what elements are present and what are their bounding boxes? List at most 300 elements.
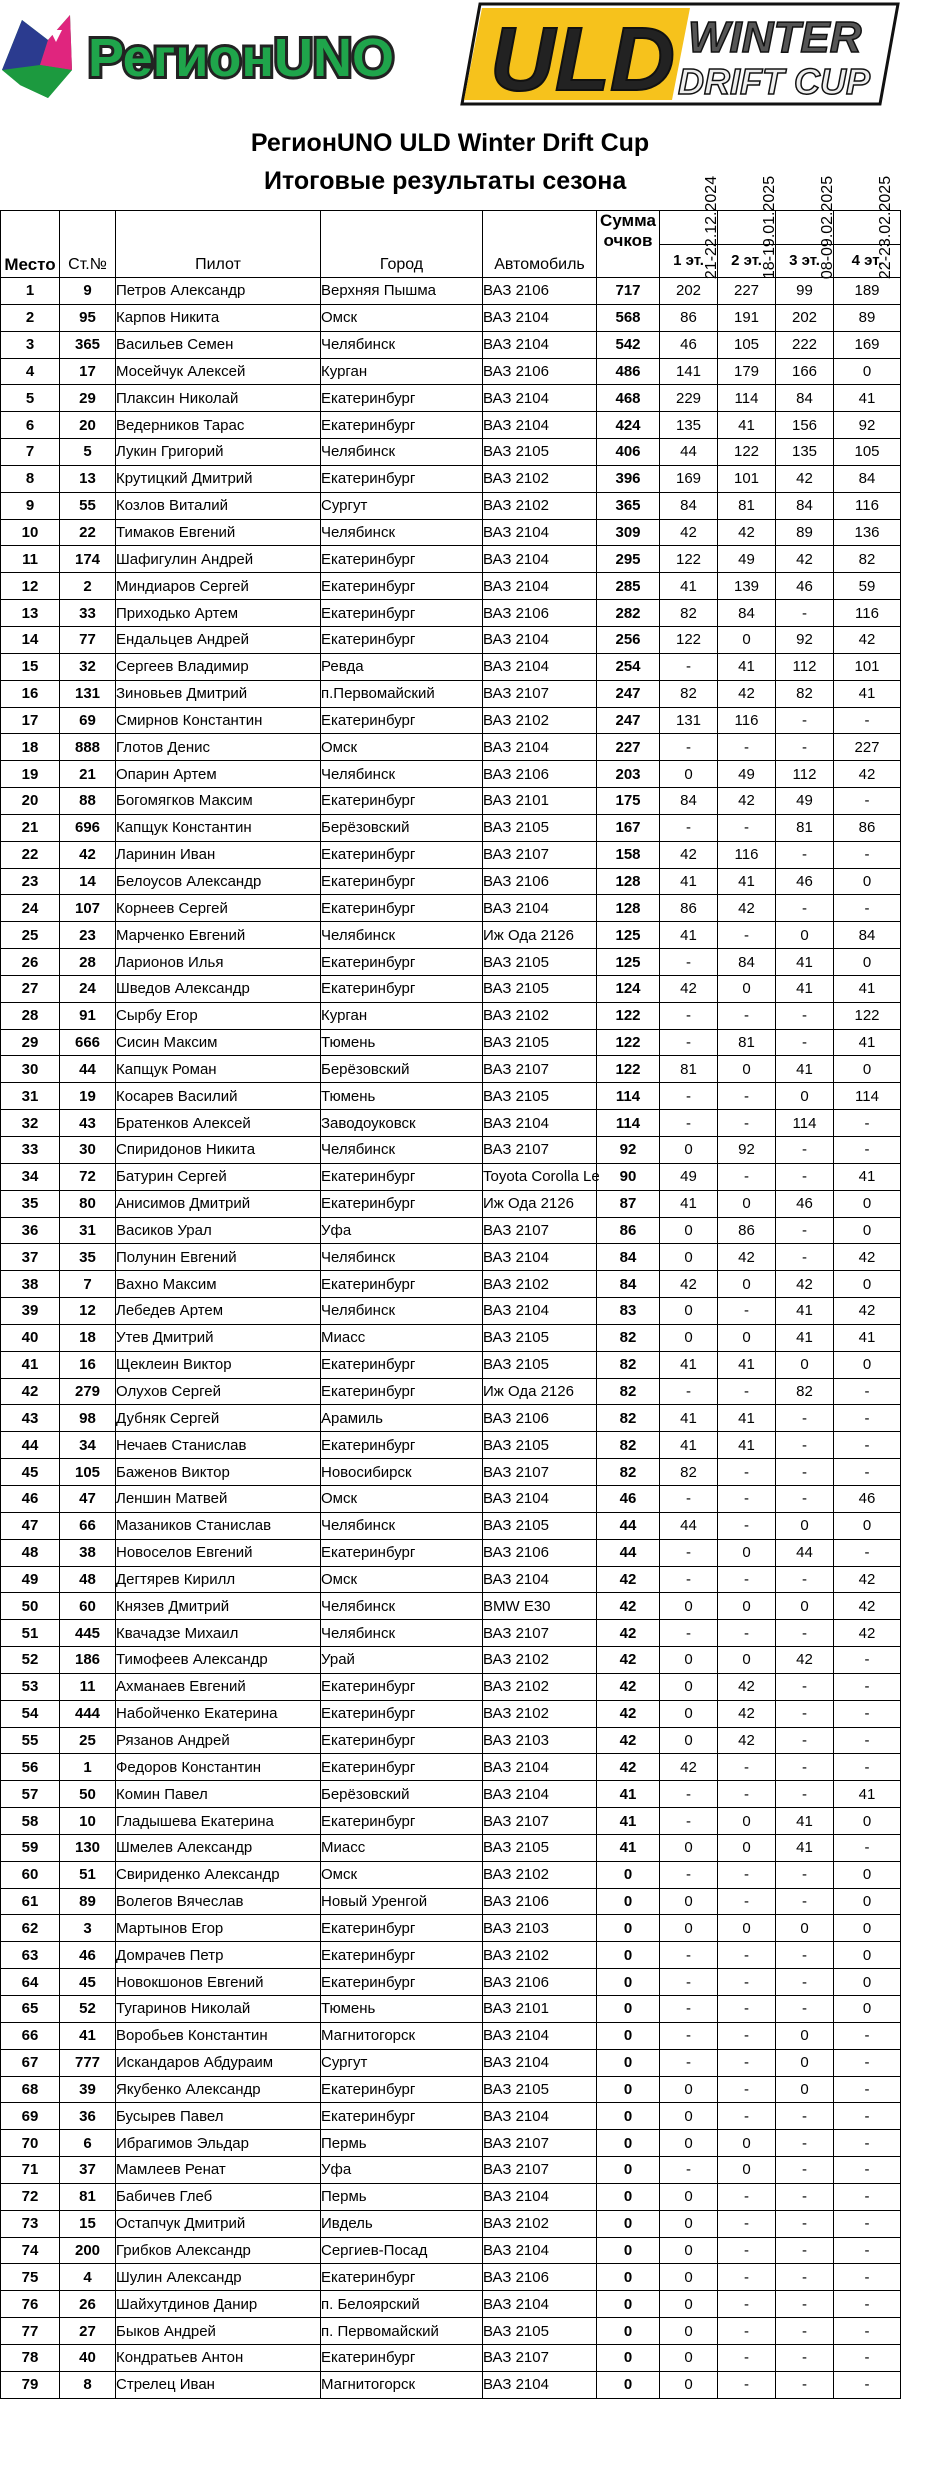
stage-2-points-cell: - xyxy=(718,1996,776,2023)
car-cell: ВАЗ 2104 xyxy=(483,573,597,600)
stage-3-points-cell: 41 xyxy=(776,1056,834,1083)
city-cell: Миасс xyxy=(321,1834,483,1861)
pilot-cell: Шулин Александр xyxy=(116,2264,321,2291)
stage-4-points-cell: 0 xyxy=(834,1217,901,1244)
table-row xyxy=(1,1271,901,1298)
pilot-cell: Бусырев Павел xyxy=(116,2103,321,2130)
start-number-cell: 24 xyxy=(60,975,116,1002)
stage-2-points-cell: 42 xyxy=(718,519,776,546)
city-cell: Пермь xyxy=(321,2130,483,2157)
car-cell: ВАЗ 2104 xyxy=(483,734,597,761)
stage-1-points-cell: - xyxy=(660,1110,718,1137)
stage-3-points-cell: 46 xyxy=(776,868,834,895)
place-cell: 60 xyxy=(1,1861,60,1888)
stage-3-points-cell: - xyxy=(776,1673,834,1700)
stage-1-points-cell: 0 xyxy=(660,1915,718,1942)
pilot-cell: Искандаров Абдураим xyxy=(116,2049,321,2076)
stage-1-points-cell: 0 xyxy=(660,2076,718,2103)
stage-2-points-cell: 191 xyxy=(718,304,776,331)
pilot-cell: Ибрагимов Эльдар xyxy=(116,2130,321,2157)
place-cell: 75 xyxy=(1,2264,60,2291)
car-cell: ВАЗ 2105 xyxy=(483,1512,597,1539)
place-cell: 69 xyxy=(1,2103,60,2130)
place-cell: 24 xyxy=(1,895,60,922)
car-cell: ВАЗ 2107 xyxy=(483,1217,597,1244)
points-sum-cell: 542 xyxy=(597,331,660,358)
city-cell: Екатеринбург xyxy=(321,1969,483,1996)
place-cell: 59 xyxy=(1,1834,60,1861)
start-number-cell: 21 xyxy=(60,761,116,788)
start-number-cell: 31 xyxy=(60,1217,116,1244)
pilot-cell: Леншин Матвей xyxy=(116,1485,321,1512)
stage-1-points-cell: - xyxy=(660,1002,718,1029)
stage-3-points-cell: 42 xyxy=(776,1647,834,1674)
pilot-cell: Косарев Василий xyxy=(116,1083,321,1110)
points-sum-cell: 175 xyxy=(597,788,660,815)
stage-1-points-cell: 0 xyxy=(660,2291,718,2318)
pilot-cell: Нечаев Станислав xyxy=(116,1432,321,1459)
place-cell: 71 xyxy=(1,2157,60,2184)
points-sum-cell: 84 xyxy=(597,1271,660,1298)
stage-1-points-cell: - xyxy=(660,1566,718,1593)
stage-2-points-cell: - xyxy=(718,2049,776,2076)
stage-2-points-cell: - xyxy=(718,1888,776,1915)
stage-4-points-cell: - xyxy=(834,1405,901,1432)
stage-4-points-cell: - xyxy=(834,2318,901,2345)
stage-1-points-cell: 42 xyxy=(660,1754,718,1781)
col-header-date-1: 21-22.12.2024 xyxy=(660,211,718,245)
stage-3-points-cell: - xyxy=(776,1969,834,1996)
table-row xyxy=(1,439,901,466)
place-cell: 19 xyxy=(1,761,60,788)
stage-3-points-cell: 41 xyxy=(776,1324,834,1351)
stage-1-points-cell: 0 xyxy=(660,1834,718,1861)
place-cell: 39 xyxy=(1,1298,60,1325)
start-number-cell: 10 xyxy=(60,1808,116,1835)
car-cell: ВАЗ 2107 xyxy=(483,680,597,707)
stage-4-points-cell: 0 xyxy=(834,1271,901,1298)
stage-3-points-cell: - xyxy=(776,1727,834,1754)
car-cell: ВАЗ 2104 xyxy=(483,2022,597,2049)
points-sum-cell: 295 xyxy=(597,546,660,573)
stage-2-points-cell: 41 xyxy=(718,412,776,439)
stage-1-points-cell: - xyxy=(660,653,718,680)
table-row xyxy=(1,1942,901,1969)
pilot-cell: Сисин Максим xyxy=(116,1029,321,1056)
place-cell: 40 xyxy=(1,1324,60,1351)
city-cell: Арамиль xyxy=(321,1405,483,1432)
stage-4-points-cell: - xyxy=(834,1378,901,1405)
stage-4-points-cell: 42 xyxy=(834,1593,901,1620)
col-header-date-4: 22-23.02.2025 xyxy=(834,211,901,245)
stage-3-points-cell: 114 xyxy=(776,1110,834,1137)
stage-3-points-cell: 0 xyxy=(776,2022,834,2049)
city-cell: Челябинск xyxy=(321,761,483,788)
stage-3-points-cell: 41 xyxy=(776,1298,834,1325)
city-cell: Омск xyxy=(321,734,483,761)
car-cell: ВАЗ 2104 xyxy=(483,2291,597,2318)
points-sum-cell: 158 xyxy=(597,841,660,868)
points-sum-cell: 0 xyxy=(597,1996,660,2023)
points-sum-cell: 309 xyxy=(597,519,660,546)
stage-1-points-cell: 0 xyxy=(660,1647,718,1674)
stage-1-points-cell: 41 xyxy=(660,1432,718,1459)
table-row xyxy=(1,734,901,761)
table-row xyxy=(1,1056,901,1083)
car-cell: ВАЗ 2105 xyxy=(483,2076,597,2103)
city-cell: п.Первомайский xyxy=(321,680,483,707)
pilot-cell: Крутицкий Дмитрий xyxy=(116,465,321,492)
points-sum-cell: 406 xyxy=(597,439,660,466)
stage-3-points-cell: - xyxy=(776,2291,834,2318)
place-cell: 72 xyxy=(1,2183,60,2210)
points-sum-cell: 82 xyxy=(597,1324,660,1351)
car-cell: ВАЗ 2102 xyxy=(483,1271,597,1298)
city-cell: Челябинск xyxy=(321,1593,483,1620)
car-cell: ВАЗ 2104 xyxy=(483,519,597,546)
car-cell: ВАЗ 2106 xyxy=(483,1888,597,1915)
stage-4-points-cell: - xyxy=(834,2264,901,2291)
table-row xyxy=(1,1217,901,1244)
points-sum-cell: 90 xyxy=(597,1163,660,1190)
stage-4-points-cell: - xyxy=(834,788,901,815)
table-row xyxy=(1,975,901,1002)
place-cell: 17 xyxy=(1,707,60,734)
points-sum-cell: 42 xyxy=(597,1647,660,1674)
points-sum-cell: 0 xyxy=(597,2157,660,2184)
stage-3-points-cell: 82 xyxy=(776,1378,834,1405)
city-cell: Екатеринбург xyxy=(321,2103,483,2130)
col-header-num: Ст.№ xyxy=(60,211,116,278)
stage-1-points-cell: 86 xyxy=(660,895,718,922)
stage-4-points-cell: 42 xyxy=(834,761,901,788)
svg-text:DRIFT CUP: DRIFT CUP xyxy=(678,61,870,102)
pilot-cell: Ахманаев Евгений xyxy=(116,1673,321,1700)
pilot-cell: Дубняк Сергей xyxy=(116,1405,321,1432)
table-row xyxy=(1,1351,901,1378)
stage-4-points-cell: - xyxy=(834,2157,901,2184)
stage-2-points-cell: 41 xyxy=(718,1432,776,1459)
stage-2-points-cell: 227 xyxy=(718,278,776,305)
points-sum-cell: 0 xyxy=(597,2264,660,2291)
pilot-cell: Мосейчук Алексей xyxy=(116,358,321,385)
points-sum-cell: 0 xyxy=(597,1888,660,1915)
stage-3-points-cell: 81 xyxy=(776,814,834,841)
stage-1-points-cell: - xyxy=(660,2049,718,2076)
stage-3-points-cell: - xyxy=(776,2183,834,2210)
car-cell: ВАЗ 2104 xyxy=(483,331,597,358)
place-cell: 65 xyxy=(1,1996,60,2023)
start-number-cell: 105 xyxy=(60,1459,116,1486)
stage-1-points-cell: - xyxy=(660,1485,718,1512)
place-cell: 27 xyxy=(1,975,60,1002)
stage-1-points-cell: 41 xyxy=(660,868,718,895)
stage-2-points-cell: - xyxy=(718,2210,776,2237)
stage-3-points-cell: 0 xyxy=(776,2076,834,2103)
place-cell: 41 xyxy=(1,1351,60,1378)
stage-2-points-cell: 41 xyxy=(718,653,776,680)
header-row xyxy=(1,211,901,245)
place-cell: 32 xyxy=(1,1110,60,1137)
stage-1-points-cell: 0 xyxy=(660,1137,718,1164)
stage-2-points-cell: 92 xyxy=(718,1137,776,1164)
start-number-cell: 66 xyxy=(60,1512,116,1539)
table-row xyxy=(1,895,901,922)
place-cell: 46 xyxy=(1,1485,60,1512)
place-cell: 33 xyxy=(1,1137,60,1164)
stage-3-points-cell: 0 xyxy=(776,2049,834,2076)
city-cell: Екатеринбург xyxy=(321,1915,483,1942)
table-row xyxy=(1,814,901,841)
points-sum-cell: 0 xyxy=(597,2291,660,2318)
points-sum-cell: 44 xyxy=(597,1512,660,1539)
stage-1-points-cell: - xyxy=(660,1029,718,1056)
pilot-cell: Приходько Артем xyxy=(116,600,321,627)
start-number-cell: 51 xyxy=(60,1861,116,1888)
start-number-cell: 23 xyxy=(60,922,116,949)
points-sum-cell: 0 xyxy=(597,2237,660,2264)
place-cell: 7 xyxy=(1,439,60,466)
stage-2-points-cell: 0 xyxy=(718,1056,776,1083)
car-cell: ВАЗ 2102 xyxy=(483,1647,597,1674)
city-cell: Екатеринбург xyxy=(321,1432,483,1459)
stage-4-points-cell: - xyxy=(834,2022,901,2049)
points-sum-cell: 86 xyxy=(597,1217,660,1244)
points-sum-cell: 0 xyxy=(597,2103,660,2130)
points-sum-cell: 125 xyxy=(597,922,660,949)
stage-1-points-cell: - xyxy=(660,1781,718,1808)
start-number-cell: 26 xyxy=(60,2291,116,2318)
stage-4-points-cell: 92 xyxy=(834,412,901,439)
car-cell: ВАЗ 2107 xyxy=(483,2157,597,2184)
stage-4-points-cell: 0 xyxy=(834,358,901,385)
pilot-cell: Тимофеев Александр xyxy=(116,1647,321,1674)
car-cell: ВАЗ 2104 xyxy=(483,1244,597,1271)
points-sum-cell: 87 xyxy=(597,1190,660,1217)
stage-2-points-cell: 116 xyxy=(718,707,776,734)
city-cell: Челябинск xyxy=(321,922,483,949)
place-cell: 70 xyxy=(1,2130,60,2157)
pilot-cell: Олухов Сергей xyxy=(116,1378,321,1405)
stage-1-points-cell: 0 xyxy=(660,1298,718,1325)
points-sum-cell: 82 xyxy=(597,1405,660,1432)
city-cell: Екатеринбург xyxy=(321,1942,483,1969)
place-cell: 62 xyxy=(1,1915,60,1942)
start-number-cell: 81 xyxy=(60,2183,116,2210)
car-cell: ВАЗ 2102 xyxy=(483,465,597,492)
stage-1-points-cell: 131 xyxy=(660,707,718,734)
place-cell: 76 xyxy=(1,2291,60,2318)
table-row xyxy=(1,1727,901,1754)
city-cell: Екатеринбург xyxy=(321,546,483,573)
stage-3-points-cell: 99 xyxy=(776,278,834,305)
stage-2-points-cell: 139 xyxy=(718,573,776,600)
stage-2-points-cell: 81 xyxy=(718,492,776,519)
stage-2-points-cell: 42 xyxy=(718,895,776,922)
city-cell: Екатеринбург xyxy=(321,412,483,439)
stage-2-points-cell: 0 xyxy=(718,626,776,653)
place-cell: 49 xyxy=(1,1566,60,1593)
stage-1-points-cell: 84 xyxy=(660,492,718,519)
start-number-cell: 888 xyxy=(60,734,116,761)
car-cell: ВАЗ 2107 xyxy=(483,841,597,868)
stage-3-points-cell: 82 xyxy=(776,680,834,707)
table-row xyxy=(1,412,901,439)
car-cell: ВАЗ 2102 xyxy=(483,1861,597,1888)
stage-2-points-cell: 84 xyxy=(718,600,776,627)
stage-1-points-cell: 122 xyxy=(660,546,718,573)
stage-2-points-cell: 0 xyxy=(718,2157,776,2184)
start-number-cell: 6 xyxy=(60,2130,116,2157)
points-sum-cell: 0 xyxy=(597,1942,660,1969)
stage-2-points-cell: 42 xyxy=(718,788,776,815)
stage-4-points-cell: - xyxy=(834,2130,901,2157)
table-row xyxy=(1,1673,901,1700)
stage-2-points-cell: - xyxy=(718,1002,776,1029)
place-cell: 66 xyxy=(1,2022,60,2049)
stage-2-points-cell: 0 xyxy=(718,1834,776,1861)
car-cell: ВАЗ 2105 xyxy=(483,439,597,466)
pilot-cell: Васильев Семен xyxy=(116,331,321,358)
car-cell: ВАЗ 2107 xyxy=(483,1056,597,1083)
pilot-cell: Тимаков Евгений xyxy=(116,519,321,546)
pilot-cell: Домрачев Петр xyxy=(116,1942,321,1969)
start-number-cell: 43 xyxy=(60,1110,116,1137)
city-cell: Берёзовский xyxy=(321,1781,483,1808)
table-row xyxy=(1,304,901,331)
stage-3-points-cell: - xyxy=(776,600,834,627)
car-cell: BMW E30 xyxy=(483,1593,597,1620)
svg-text:ULD: ULD xyxy=(490,10,675,110)
place-cell: 78 xyxy=(1,2344,60,2371)
stage-3-points-cell: - xyxy=(776,1700,834,1727)
stage-1-points-cell: 0 xyxy=(660,2130,718,2157)
car-cell: ВАЗ 2107 xyxy=(483,2130,597,2157)
stage-1-points-cell: - xyxy=(660,1378,718,1405)
points-sum-cell: 84 xyxy=(597,1244,660,1271)
points-sum-cell: 82 xyxy=(597,1378,660,1405)
pilot-cell: Дегтярев Кирилл xyxy=(116,1566,321,1593)
pilot-cell: Федоров Константин xyxy=(116,1754,321,1781)
stage-4-points-cell: 189 xyxy=(834,278,901,305)
stage-2-points-cell: 0 xyxy=(718,1190,776,1217)
stage-4-points-cell: 0 xyxy=(834,1512,901,1539)
place-cell: 55 xyxy=(1,1727,60,1754)
start-number-cell: 91 xyxy=(60,1002,116,1029)
table-row xyxy=(1,492,901,519)
stage-2-points-cell: 122 xyxy=(718,439,776,466)
start-number-cell: 7 xyxy=(60,1271,116,1298)
start-number-cell: 696 xyxy=(60,814,116,841)
city-cell: Челябинск xyxy=(321,1137,483,1164)
pilot-cell: Ларинин Иван xyxy=(116,841,321,868)
stage-4-points-cell: 0 xyxy=(834,1888,901,1915)
car-cell: ВАЗ 2103 xyxy=(483,1915,597,1942)
points-sum-cell: 424 xyxy=(597,412,660,439)
city-cell: Омск xyxy=(321,304,483,331)
city-cell: Екатеринбург xyxy=(321,626,483,653)
place-cell: 73 xyxy=(1,2210,60,2237)
car-cell: ВАЗ 2105 xyxy=(483,949,597,976)
city-cell: Урай xyxy=(321,1647,483,1674)
stage-3-points-cell: - xyxy=(776,1432,834,1459)
col-header-place: Место xyxy=(1,211,60,278)
uld-winter-drift-cup-logo xyxy=(460,0,900,110)
points-sum-cell: 0 xyxy=(597,2371,660,2398)
stage-4-points-cell: 116 xyxy=(834,600,901,627)
place-cell: 74 xyxy=(1,2237,60,2264)
place-cell: 10 xyxy=(1,519,60,546)
city-cell: Челябинск xyxy=(321,439,483,466)
stage-2-points-cell: 42 xyxy=(718,1244,776,1271)
points-sum-cell: 114 xyxy=(597,1110,660,1137)
city-cell: Екатеринбург xyxy=(321,573,483,600)
stage-3-points-cell: 42 xyxy=(776,465,834,492)
stage-3-points-cell: - xyxy=(776,841,834,868)
table-row xyxy=(1,1002,901,1029)
header-banner xyxy=(0,0,900,112)
stage-2-points-cell: - xyxy=(718,1942,776,1969)
pilot-cell: Воробьев Константин xyxy=(116,2022,321,2049)
stage-1-points-cell: - xyxy=(660,2022,718,2049)
place-cell: 15 xyxy=(1,653,60,680)
start-number-cell: 45 xyxy=(60,1969,116,1996)
stage-2-points-cell: 81 xyxy=(718,1029,776,1056)
stage-2-points-cell: - xyxy=(718,2344,776,2371)
stage-2-points-cell: - xyxy=(718,2022,776,2049)
car-cell: ВАЗ 2106 xyxy=(483,358,597,385)
stage-1-points-cell: 46 xyxy=(660,331,718,358)
pilot-cell: Новокшонов Евгений xyxy=(116,1969,321,1996)
stage-1-points-cell: 84 xyxy=(660,788,718,815)
pilot-cell: Рязанов Андрей xyxy=(116,1727,321,1754)
points-sum-cell: 0 xyxy=(597,2049,660,2076)
city-cell: Екатеринбург xyxy=(321,949,483,976)
city-cell: Уфа xyxy=(321,2157,483,2184)
place-cell: 26 xyxy=(1,949,60,976)
stage-2-points-cell: - xyxy=(718,2103,776,2130)
start-number-cell: 44 xyxy=(60,1056,116,1083)
city-cell: Екатеринбург xyxy=(321,707,483,734)
stage-4-points-cell: 41 xyxy=(834,975,901,1002)
car-cell: ВАЗ 2106 xyxy=(483,868,597,895)
stage-2-points-cell: - xyxy=(718,1298,776,1325)
car-cell: ВАЗ 2106 xyxy=(483,761,597,788)
car-cell: ВАЗ 2105 xyxy=(483,1324,597,1351)
stage-1-points-cell: 49 xyxy=(660,1163,718,1190)
points-sum-cell: 46 xyxy=(597,1485,660,1512)
stage-1-points-cell: 0 xyxy=(660,2264,718,2291)
pilot-cell: Ведерников Тарас xyxy=(116,412,321,439)
points-sum-cell: 0 xyxy=(597,2183,660,2210)
col-header-stage-1: 1 эт. xyxy=(660,244,718,278)
stage-2-points-cell: 49 xyxy=(718,546,776,573)
start-number-cell: 25 xyxy=(60,1727,116,1754)
stage-3-points-cell: 112 xyxy=(776,761,834,788)
table-row xyxy=(1,707,901,734)
stage-2-points-cell: - xyxy=(718,1083,776,1110)
points-sum-cell: 468 xyxy=(597,385,660,412)
stage-1-points-cell: - xyxy=(660,1808,718,1835)
stage-2-points-cell: 49 xyxy=(718,761,776,788)
pilot-cell: Сергеев Владимир xyxy=(116,653,321,680)
place-cell: 20 xyxy=(1,788,60,815)
points-sum-cell: 0 xyxy=(597,1915,660,1942)
car-cell: ВАЗ 2104 xyxy=(483,2183,597,2210)
points-sum-cell: 227 xyxy=(597,734,660,761)
stage-2-points-cell: - xyxy=(718,1861,776,1888)
stage-3-points-cell: 222 xyxy=(776,331,834,358)
